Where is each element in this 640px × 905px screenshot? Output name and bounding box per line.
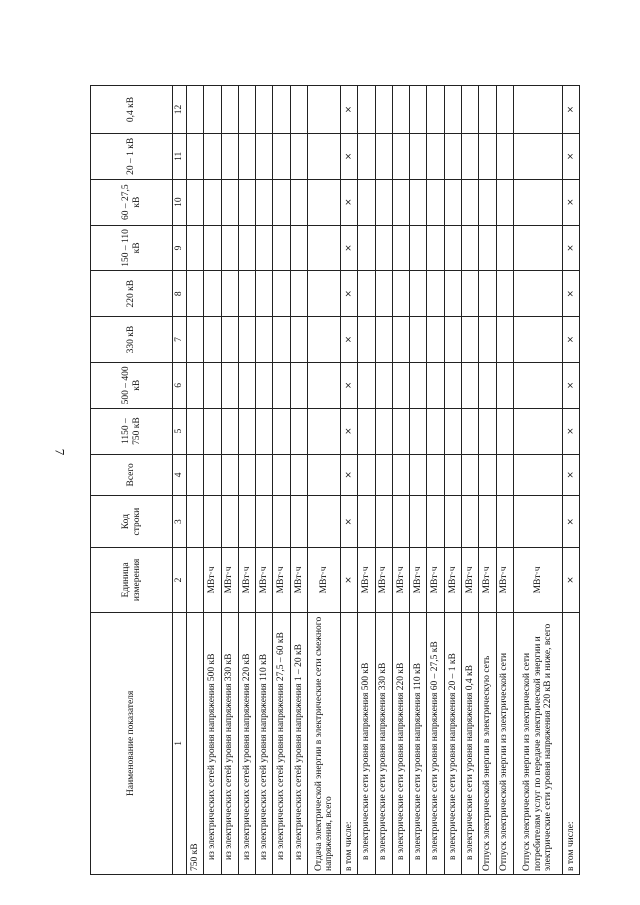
table-body bbox=[187, 86, 580, 875]
row-value-cell bbox=[392, 362, 409, 408]
row-value-cell: × bbox=[341, 133, 358, 179]
row-value-cell bbox=[358, 86, 375, 134]
row-value-cell: × bbox=[562, 408, 579, 454]
row-value-cell bbox=[496, 317, 513, 363]
row-value-cell bbox=[496, 179, 513, 225]
row-value-cell bbox=[187, 496, 204, 548]
row-value-cell bbox=[273, 362, 290, 408]
header-0-4kv: 0,4 кВ bbox=[91, 86, 173, 134]
row-value-cell bbox=[375, 271, 392, 317]
row-value-cell bbox=[187, 179, 204, 225]
row-value-cell bbox=[513, 454, 562, 496]
row-value-cell bbox=[479, 179, 496, 225]
row-unit: МВт·ч bbox=[513, 548, 562, 613]
row-value-cell bbox=[273, 179, 290, 225]
row-value-cell bbox=[410, 496, 427, 548]
row-unit: МВт·ч bbox=[375, 548, 392, 613]
row-value-cell bbox=[375, 408, 392, 454]
row-value-cell bbox=[273, 317, 290, 363]
table-row bbox=[513, 86, 562, 875]
row-value-cell bbox=[513, 86, 562, 134]
table-row bbox=[307, 86, 340, 875]
row-value-cell bbox=[290, 454, 307, 496]
column-number: 6 bbox=[173, 362, 187, 408]
header-150-110kv: 150 – 110 кВ bbox=[91, 225, 173, 271]
row-value-cell bbox=[392, 179, 409, 225]
row-value-cell bbox=[462, 133, 479, 179]
row-indicator-name: в электрические сети уровня напряжения 20 – 1 кВ bbox=[444, 612, 461, 874]
row-value-cell bbox=[479, 408, 496, 454]
row-value-cell bbox=[392, 317, 409, 363]
table-row bbox=[479, 86, 496, 875]
row-value-cell bbox=[256, 179, 273, 225]
row-value-cell bbox=[375, 225, 392, 271]
row-indicator-name: в электрические сети уровня напряжения 220 кВ bbox=[392, 612, 409, 874]
row-value-cell: × bbox=[341, 225, 358, 271]
row-value-cell bbox=[462, 179, 479, 225]
column-number: 5 bbox=[173, 408, 187, 454]
row-value-cell bbox=[392, 225, 409, 271]
header-total: Всего bbox=[91, 454, 173, 496]
row-value-cell bbox=[204, 133, 221, 179]
row-value-cell bbox=[410, 317, 427, 363]
row-value-cell bbox=[513, 225, 562, 271]
row-value-cell bbox=[392, 133, 409, 179]
row-value-cell bbox=[496, 86, 513, 134]
row-value-cell bbox=[358, 225, 375, 271]
column-number-row bbox=[173, 86, 187, 875]
column-number: 2 bbox=[173, 548, 187, 613]
row-indicator-name: Отдача электрической энергии в электрические сети смежного напряжения, всего bbox=[307, 612, 340, 874]
header-unit: Единица измерения bbox=[91, 548, 173, 613]
row-value-cell bbox=[410, 86, 427, 134]
row-value-cell bbox=[410, 454, 427, 496]
column-number: 1 bbox=[173, 612, 187, 874]
row-value-cell: × bbox=[562, 179, 579, 225]
row-value-cell bbox=[444, 133, 461, 179]
row-value-cell bbox=[444, 179, 461, 225]
header-1150-750kv: 1150 – 750 кВ bbox=[91, 408, 173, 454]
row-value-cell bbox=[221, 496, 238, 548]
row-value-cell bbox=[221, 86, 238, 134]
row-value-cell bbox=[392, 86, 409, 134]
row-value-cell bbox=[307, 496, 340, 548]
row-value-cell bbox=[273, 225, 290, 271]
row-value-cell bbox=[256, 86, 273, 134]
row-value-cell bbox=[187, 454, 204, 496]
row-unit: МВт·ч bbox=[496, 548, 513, 613]
row-value-cell bbox=[307, 225, 340, 271]
table-row bbox=[444, 86, 461, 875]
row-value-cell: × bbox=[341, 454, 358, 496]
row-value-cell bbox=[290, 133, 307, 179]
column-number: 7 bbox=[173, 317, 187, 363]
row-indicator-name: Отпуск электрической энергии в электрическую сеть bbox=[479, 612, 496, 874]
header-60-27-5kv: 60 – 27,5 кВ bbox=[91, 179, 173, 225]
row-indicator-name: в электрические сети уровня напряжения 330 кВ bbox=[375, 612, 392, 874]
row-value-cell bbox=[479, 225, 496, 271]
row-value-cell bbox=[427, 225, 444, 271]
row-value-cell bbox=[427, 317, 444, 363]
row-value-cell bbox=[462, 271, 479, 317]
row-value-cell bbox=[375, 496, 392, 548]
row-value-cell bbox=[238, 133, 255, 179]
row-value-cell bbox=[187, 271, 204, 317]
row-indicator-name: из электрических сетей уровня напряжения 330 кВ bbox=[221, 612, 238, 874]
row-value-cell bbox=[496, 271, 513, 317]
row-unit: МВт·ч bbox=[273, 548, 290, 613]
row-value-cell bbox=[358, 271, 375, 317]
row-value-cell bbox=[427, 86, 444, 134]
row-value-cell bbox=[273, 86, 290, 134]
row-value-cell bbox=[187, 86, 204, 134]
column-number: 8 bbox=[173, 271, 187, 317]
table-row bbox=[562, 86, 579, 875]
row-value-cell bbox=[238, 454, 255, 496]
header-330kv: 330 кВ bbox=[91, 317, 173, 363]
row-unit: МВт·ч bbox=[462, 548, 479, 613]
row-value-cell bbox=[375, 317, 392, 363]
row-unit: МВт·ч bbox=[307, 548, 340, 613]
row-value-cell bbox=[444, 408, 461, 454]
page-number: 7 bbox=[52, 448, 68, 456]
row-value-cell bbox=[358, 362, 375, 408]
header-row-code: Код строки bbox=[91, 496, 173, 548]
row-indicator-name: из электрических сетей уровня напряжения 27,5 – 60 кВ bbox=[273, 612, 290, 874]
row-value-cell bbox=[256, 454, 273, 496]
row-value-cell bbox=[462, 362, 479, 408]
row-value-cell bbox=[462, 225, 479, 271]
row-value-cell bbox=[410, 133, 427, 179]
row-value-cell bbox=[427, 454, 444, 496]
row-value-cell bbox=[358, 317, 375, 363]
row-value-cell bbox=[204, 225, 221, 271]
row-value-cell bbox=[187, 362, 204, 408]
row-value-cell bbox=[375, 362, 392, 408]
row-unit: МВт·ч bbox=[392, 548, 409, 613]
row-value-cell: × bbox=[341, 408, 358, 454]
row-value-cell bbox=[479, 362, 496, 408]
row-value-cell bbox=[444, 454, 461, 496]
table-row bbox=[462, 86, 479, 875]
row-value-cell bbox=[256, 225, 273, 271]
row-value-cell bbox=[496, 454, 513, 496]
row-value-cell bbox=[410, 362, 427, 408]
row-value-cell bbox=[444, 86, 461, 134]
row-value-cell bbox=[273, 496, 290, 548]
row-value-cell bbox=[462, 496, 479, 548]
column-number: 12 bbox=[173, 86, 187, 134]
row-value-cell bbox=[256, 496, 273, 548]
row-value-cell bbox=[513, 179, 562, 225]
row-unit: × bbox=[341, 548, 358, 613]
row-value-cell bbox=[204, 317, 221, 363]
row-value-cell bbox=[290, 408, 307, 454]
table-row bbox=[358, 86, 375, 875]
row-value-cell bbox=[392, 271, 409, 317]
row-value-cell bbox=[221, 408, 238, 454]
row-value-cell: × bbox=[341, 86, 358, 134]
row-value-cell bbox=[358, 133, 375, 179]
row-value-cell: × bbox=[341, 496, 358, 548]
row-value-cell bbox=[273, 408, 290, 454]
column-number: 9 bbox=[173, 225, 187, 271]
row-value-cell bbox=[221, 317, 238, 363]
row-unit: МВт·ч bbox=[427, 548, 444, 613]
row-value-cell bbox=[427, 496, 444, 548]
row-indicator-name: Отпуск электрической энергии из электрической сети потребителям услуг по передаче электрической энергии и электрические сети уровня напряжения 220 кВ и ниже, всего bbox=[513, 612, 562, 874]
column-number: 11 bbox=[173, 133, 187, 179]
row-unit: МВт·ч bbox=[256, 548, 273, 613]
column-number: 3 bbox=[173, 496, 187, 548]
row-value-cell bbox=[479, 86, 496, 134]
row-value-cell bbox=[256, 408, 273, 454]
row-value-cell bbox=[513, 408, 562, 454]
row-indicator-name: из электрических сетей уровня напряжения 110 кВ bbox=[256, 612, 273, 874]
row-value-cell bbox=[290, 317, 307, 363]
table-row bbox=[273, 86, 290, 875]
row-value-cell bbox=[238, 362, 255, 408]
row-value-cell bbox=[221, 454, 238, 496]
row-value-cell bbox=[496, 496, 513, 548]
row-value-cell bbox=[238, 271, 255, 317]
row-indicator-name: 750 кВ bbox=[187, 612, 204, 874]
row-value-cell bbox=[273, 271, 290, 317]
row-value-cell: × bbox=[562, 496, 579, 548]
row-value-cell bbox=[238, 317, 255, 363]
row-value-cell bbox=[238, 408, 255, 454]
row-value-cell bbox=[358, 454, 375, 496]
row-unit: МВт·ч bbox=[221, 548, 238, 613]
row-value-cell: × bbox=[562, 454, 579, 496]
row-value-cell bbox=[307, 317, 340, 363]
row-value-cell bbox=[204, 179, 221, 225]
row-value-cell bbox=[221, 133, 238, 179]
row-value-cell bbox=[238, 86, 255, 134]
row-value-cell bbox=[307, 179, 340, 225]
row-value-cell bbox=[187, 317, 204, 363]
row-indicator-name: в электрические сети уровня напряжения 60 – 27,5 кВ bbox=[427, 612, 444, 874]
row-value-cell bbox=[410, 408, 427, 454]
row-value-cell bbox=[290, 86, 307, 134]
row-value-cell bbox=[221, 362, 238, 408]
row-value-cell: × bbox=[562, 133, 579, 179]
table-row bbox=[290, 86, 307, 875]
row-value-cell bbox=[479, 454, 496, 496]
row-value-cell bbox=[307, 271, 340, 317]
row-value-cell: × bbox=[562, 317, 579, 363]
row-value-cell bbox=[204, 408, 221, 454]
table-row bbox=[238, 86, 255, 875]
row-value-cell bbox=[256, 271, 273, 317]
row-value-cell bbox=[221, 179, 238, 225]
table-row bbox=[392, 86, 409, 875]
row-unit: МВт·ч bbox=[290, 548, 307, 613]
row-value-cell bbox=[187, 133, 204, 179]
row-value-cell: × bbox=[341, 317, 358, 363]
row-value-cell bbox=[358, 496, 375, 548]
row-value-cell bbox=[307, 454, 340, 496]
row-indicator-name: в электрические сети уровня напряжения 0,4 кВ bbox=[462, 612, 479, 874]
row-value-cell bbox=[513, 133, 562, 179]
row-value-cell bbox=[290, 271, 307, 317]
row-value-cell bbox=[444, 317, 461, 363]
header-20-1kv: 20 – 1 кВ bbox=[91, 133, 173, 179]
row-value-cell bbox=[479, 317, 496, 363]
row-indicator-name: в электрические сети уровня напряжения 110 кВ bbox=[410, 612, 427, 874]
row-value-cell bbox=[204, 86, 221, 134]
row-value-cell bbox=[427, 179, 444, 225]
row-unit bbox=[187, 548, 204, 613]
row-value-cell bbox=[496, 362, 513, 408]
row-value-cell bbox=[410, 179, 427, 225]
table-row bbox=[187, 86, 204, 875]
row-value-cell bbox=[375, 454, 392, 496]
row-unit: МВт·ч bbox=[479, 548, 496, 613]
row-value-cell bbox=[273, 454, 290, 496]
row-value-cell bbox=[290, 496, 307, 548]
row-value-cell bbox=[375, 86, 392, 134]
row-value-cell bbox=[410, 225, 427, 271]
rotated-table-container bbox=[90, 85, 580, 875]
row-value-cell bbox=[479, 133, 496, 179]
table-row bbox=[204, 86, 221, 875]
row-value-cell bbox=[444, 271, 461, 317]
row-value-cell bbox=[290, 225, 307, 271]
row-value-cell bbox=[427, 271, 444, 317]
row-value-cell bbox=[375, 133, 392, 179]
row-value-cell bbox=[290, 179, 307, 225]
row-indicator-name: из электрических сетей уровня напряжения 220 кВ bbox=[238, 612, 255, 874]
row-value-cell bbox=[479, 496, 496, 548]
row-indicator-name: Отпуск электрической энергии из электрической сети bbox=[496, 612, 513, 874]
row-value-cell bbox=[427, 362, 444, 408]
column-number: 4 bbox=[173, 454, 187, 496]
row-value-cell bbox=[427, 133, 444, 179]
row-value-cell bbox=[513, 317, 562, 363]
row-value-cell bbox=[238, 179, 255, 225]
row-value-cell bbox=[221, 271, 238, 317]
row-value-cell bbox=[444, 225, 461, 271]
row-value-cell bbox=[427, 408, 444, 454]
row-value-cell bbox=[204, 362, 221, 408]
row-value-cell: × bbox=[341, 271, 358, 317]
header-220kv: 220 кВ bbox=[91, 271, 173, 317]
table-row bbox=[221, 86, 238, 875]
indicators-table bbox=[90, 85, 580, 875]
row-value-cell bbox=[513, 271, 562, 317]
row-value-cell: × bbox=[562, 225, 579, 271]
row-value-cell bbox=[238, 225, 255, 271]
row-unit: МВт·ч bbox=[410, 548, 427, 613]
row-value-cell bbox=[496, 408, 513, 454]
column-number: 10 bbox=[173, 179, 187, 225]
row-unit: × bbox=[562, 548, 579, 613]
header-500-400kv: 500 – 400 кВ bbox=[91, 362, 173, 408]
table-row bbox=[375, 86, 392, 875]
header-row bbox=[91, 86, 173, 875]
row-value-cell bbox=[273, 133, 290, 179]
row-value-cell bbox=[462, 317, 479, 363]
row-value-cell bbox=[256, 362, 273, 408]
row-value-cell bbox=[307, 133, 340, 179]
row-value-cell: × bbox=[562, 86, 579, 134]
row-value-cell bbox=[204, 496, 221, 548]
row-value-cell bbox=[392, 408, 409, 454]
row-value-cell bbox=[479, 271, 496, 317]
header-indicator-name: Наименование показателя bbox=[91, 612, 173, 874]
row-value-cell bbox=[187, 408, 204, 454]
row-indicator-name: из электрических сетей уровня напряжения 1 – 20 кВ bbox=[290, 612, 307, 874]
row-value-cell bbox=[444, 362, 461, 408]
row-value-cell bbox=[462, 454, 479, 496]
row-value-cell: × bbox=[562, 271, 579, 317]
row-value-cell bbox=[204, 454, 221, 496]
row-value-cell bbox=[307, 408, 340, 454]
row-value-cell bbox=[496, 133, 513, 179]
table-row bbox=[256, 86, 273, 875]
row-value-cell bbox=[358, 179, 375, 225]
row-indicator-name: в том числе: bbox=[562, 612, 579, 874]
table-row bbox=[427, 86, 444, 875]
row-value-cell bbox=[256, 133, 273, 179]
row-value-cell bbox=[238, 496, 255, 548]
row-indicator-name: в электрические сети уровня напряжения 500 кВ bbox=[358, 612, 375, 874]
table-row bbox=[410, 86, 427, 875]
row-value-cell bbox=[462, 408, 479, 454]
table-row bbox=[496, 86, 513, 875]
row-unit: МВт·ч bbox=[444, 548, 461, 613]
row-value-cell bbox=[221, 225, 238, 271]
row-value-cell bbox=[256, 317, 273, 363]
row-value-cell bbox=[392, 454, 409, 496]
row-value-cell bbox=[513, 362, 562, 408]
row-value-cell: × bbox=[341, 179, 358, 225]
row-value-cell: × bbox=[341, 362, 358, 408]
row-value-cell bbox=[392, 496, 409, 548]
row-indicator-name: в том числе: bbox=[341, 612, 358, 874]
row-value-cell bbox=[444, 496, 461, 548]
row-value-cell: × bbox=[562, 362, 579, 408]
row-value-cell bbox=[462, 86, 479, 134]
row-indicator-name: из электрических сетей уровня напряжения 500 кВ bbox=[204, 612, 221, 874]
row-unit: МВт·ч bbox=[204, 548, 221, 613]
table-row bbox=[341, 86, 358, 875]
row-value-cell bbox=[358, 408, 375, 454]
row-value-cell bbox=[187, 225, 204, 271]
row-unit: МВт·ч bbox=[358, 548, 375, 613]
row-value-cell bbox=[496, 225, 513, 271]
row-value-cell bbox=[375, 179, 392, 225]
row-unit: МВт·ч bbox=[238, 548, 255, 613]
row-value-cell bbox=[307, 362, 340, 408]
row-value-cell bbox=[307, 86, 340, 134]
row-value-cell bbox=[290, 362, 307, 408]
row-value-cell bbox=[410, 271, 427, 317]
row-value-cell bbox=[513, 496, 562, 548]
row-value-cell bbox=[204, 271, 221, 317]
